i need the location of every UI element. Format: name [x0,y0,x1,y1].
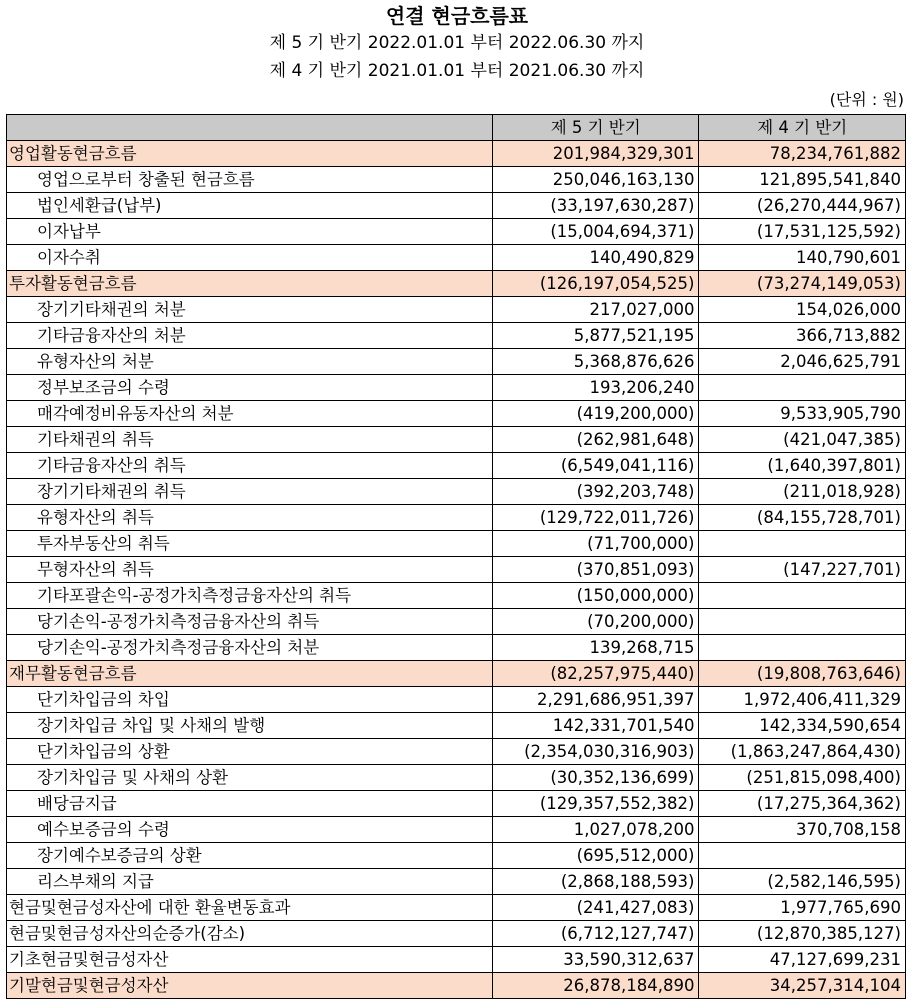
row-label: 법인세환급(납부) [7,193,493,219]
row-label: 재무활동현금흐름 [7,661,493,687]
column-header-current: 제 5 기 반기 [492,115,699,141]
row-current-value: (2,354,030,316,903) [492,739,699,765]
row-prior-value: 34,257,314,104 [699,973,906,999]
row-prior-value: 154,026,000 [699,297,906,323]
row-current-value: 33,590,312,637 [492,947,699,973]
table-row [7,479,906,505]
row-prior-value: (1,640,397,801) [699,453,906,479]
row-label: 유형자산의 취득 [7,505,493,531]
table-row [7,427,906,453]
table-row [7,895,906,921]
row-prior-value: (147,227,701) [699,557,906,583]
row-prior-value: 78,234,761,882 [699,141,906,167]
period-prior: 제 4 기 반기 2021.01.01 부터 2021.06.30 까지 [269,61,645,81]
row-label: 장기기타채권의 취득 [7,479,493,505]
row-label: 당기손익-공정가치측정금융자산의 처분 [7,635,493,661]
row-current-value: (6,549,041,116) [492,453,699,479]
table-row [7,765,906,791]
unit-label: (단위 : 원) [829,90,904,109]
row-prior-value [699,609,906,635]
row-label: 정부보조금의 수령 [7,375,493,401]
row-current-value: (392,203,748) [492,479,699,505]
row-current-value: (6,712,127,747) [492,921,699,947]
row-current-value: 217,027,000 [492,297,699,323]
row-label: 무형자산의 취득 [7,557,493,583]
row-label: 장기차입금 및 사채의 상환 [7,765,493,791]
row-label: 기타금융자산의 처분 [7,323,493,349]
table-row [7,791,906,817]
row-label: 장기예수보증금의 상환 [7,843,493,869]
row-current-value: 5,368,876,626 [492,349,699,375]
cash-flow-table [6,114,906,999]
row-prior-value: (2,582,146,595) [699,869,906,895]
row-current-value: (241,427,083) [492,895,699,921]
row-current-value: (129,722,011,726) [492,505,699,531]
row-current-value: (695,512,000) [492,843,699,869]
row-prior-value: (26,270,444,967) [699,193,906,219]
row-current-value: 1,027,078,200 [492,817,699,843]
row-prior-value: (211,018,928) [699,479,906,505]
row-prior-value [699,531,906,557]
row-label: 이자납부 [7,219,493,245]
row-current-value: (370,851,093) [492,557,699,583]
row-current-value: 2,291,686,951,397 [492,687,699,713]
row-label: 단기차입금의 차입 [7,687,493,713]
table-row [7,141,906,167]
row-label: 투자부동산의 취득 [7,531,493,557]
table-row [7,505,906,531]
row-current-value: 142,331,701,540 [492,713,699,739]
row-prior-value [699,583,906,609]
row-label: 기타채권의 취득 [7,427,493,453]
table-row [7,271,906,297]
row-current-value: 26,878,184,890 [492,973,699,999]
row-current-value: (30,352,136,699) [492,765,699,791]
row-prior-value: (17,275,364,362) [699,791,906,817]
table-row [7,661,906,687]
table-row [7,193,906,219]
column-header-label [7,115,493,141]
report-header [0,0,914,85]
row-prior-value [699,843,906,869]
row-prior-value [699,375,906,401]
row-current-value: (129,357,552,382) [492,791,699,817]
table-row [7,245,906,271]
row-label: 기타금융자산의 취득 [7,453,493,479]
row-prior-value [699,635,906,661]
row-current-value: 140,490,829 [492,245,699,271]
table-row [7,635,906,661]
row-label: 단기차입금의 상환 [7,739,493,765]
row-label: 현금및현금성자산의순증가(감소) [7,921,493,947]
table-row [7,219,906,245]
table-row [7,817,906,843]
row-prior-value: (251,815,098,400) [699,765,906,791]
row-label: 당기손익-공정가치측정금융자산의 취득 [7,609,493,635]
table-row [7,583,906,609]
table-row [7,921,906,947]
row-current-value: (70,200,000) [492,609,699,635]
row-label: 영업활동현금흐름 [7,141,493,167]
row-prior-value: (17,531,125,592) [699,219,906,245]
row-label: 예수보증금의 수령 [7,817,493,843]
row-prior-value: (19,808,763,646) [699,661,906,687]
row-current-value: (150,000,000) [492,583,699,609]
row-current-value: (15,004,694,371) [492,219,699,245]
table-row [7,323,906,349]
row-current-value: (126,197,054,525) [492,271,699,297]
table-header-row [7,115,906,141]
row-prior-value: (73,274,149,053) [699,271,906,297]
row-prior-value: (12,870,385,127) [699,921,906,947]
table-row [7,947,906,973]
row-label: 유형자산의 처분 [7,349,493,375]
row-prior-value: 1,977,765,690 [699,895,906,921]
row-current-value: 201,984,329,301 [492,141,699,167]
row-prior-value: (421,047,385) [699,427,906,453]
row-label: 장기차입금 차입 및 사채의 발행 [7,713,493,739]
period-current: 제 5 기 반기 2022.01.01 부터 2022.06.30 까지 [269,33,645,53]
table-row [7,609,906,635]
row-label: 기초현금및현금성자산 [7,947,493,973]
table-row [7,713,906,739]
table-row [7,869,906,895]
row-label: 기타포괄손익-공정가치측정금융자산의 취득 [7,583,493,609]
row-prior-value: (1,863,247,864,430) [699,739,906,765]
table-row [7,401,906,427]
table-row [7,531,906,557]
table-row [7,739,906,765]
row-current-value: 193,206,240 [492,375,699,401]
table-row [7,349,906,375]
row-current-value: (71,700,000) [492,531,699,557]
table-row [7,557,906,583]
row-current-value: 250,046,163,130 [492,167,699,193]
row-current-value: (82,257,975,440) [492,661,699,687]
row-label: 기말현금및현금성자산 [7,973,493,999]
row-prior-value: 2,046,625,791 [699,349,906,375]
row-label: 장기기타채권의 처분 [7,297,493,323]
row-prior-value: 121,895,541,840 [699,167,906,193]
row-label: 현금및현금성자산에 대한 환율변동효과 [7,895,493,921]
row-label: 영업으로부터 창출된 현금흐름 [7,167,493,193]
row-label: 투자활동현금흐름 [7,271,493,297]
row-label: 이자수취 [7,245,493,271]
table-row [7,167,906,193]
table-row [7,375,906,401]
table-row [7,297,906,323]
column-header-prior: 제 4 기 반기 [699,115,906,141]
report-title: 연결 현금흐름표 [385,4,529,28]
row-prior-value: 366,713,882 [699,323,906,349]
row-prior-value: 9,533,905,790 [699,401,906,427]
row-prior-value: 370,708,158 [699,817,906,843]
row-label: 배당금지급 [7,791,493,817]
row-prior-value: (84,155,728,701) [699,505,906,531]
row-prior-value: 1,972,406,411,329 [699,687,906,713]
row-prior-value: 142,334,590,654 [699,713,906,739]
row-prior-value: 47,127,699,231 [699,947,906,973]
row-prior-value: 140,790,601 [699,245,906,271]
row-current-value: (419,200,000) [492,401,699,427]
row-current-value: (2,868,188,593) [492,869,699,895]
table-row [7,453,906,479]
row-label: 리스부채의 지급 [7,869,493,895]
row-current-value: (33,197,630,287) [492,193,699,219]
row-current-value: (262,981,648) [492,427,699,453]
row-current-value: 139,268,715 [492,635,699,661]
table-row [7,973,906,999]
row-label: 매각예정비유동자산의 처분 [7,401,493,427]
table-row [7,843,906,869]
row-current-value: 5,877,521,195 [492,323,699,349]
table-row [7,687,906,713]
